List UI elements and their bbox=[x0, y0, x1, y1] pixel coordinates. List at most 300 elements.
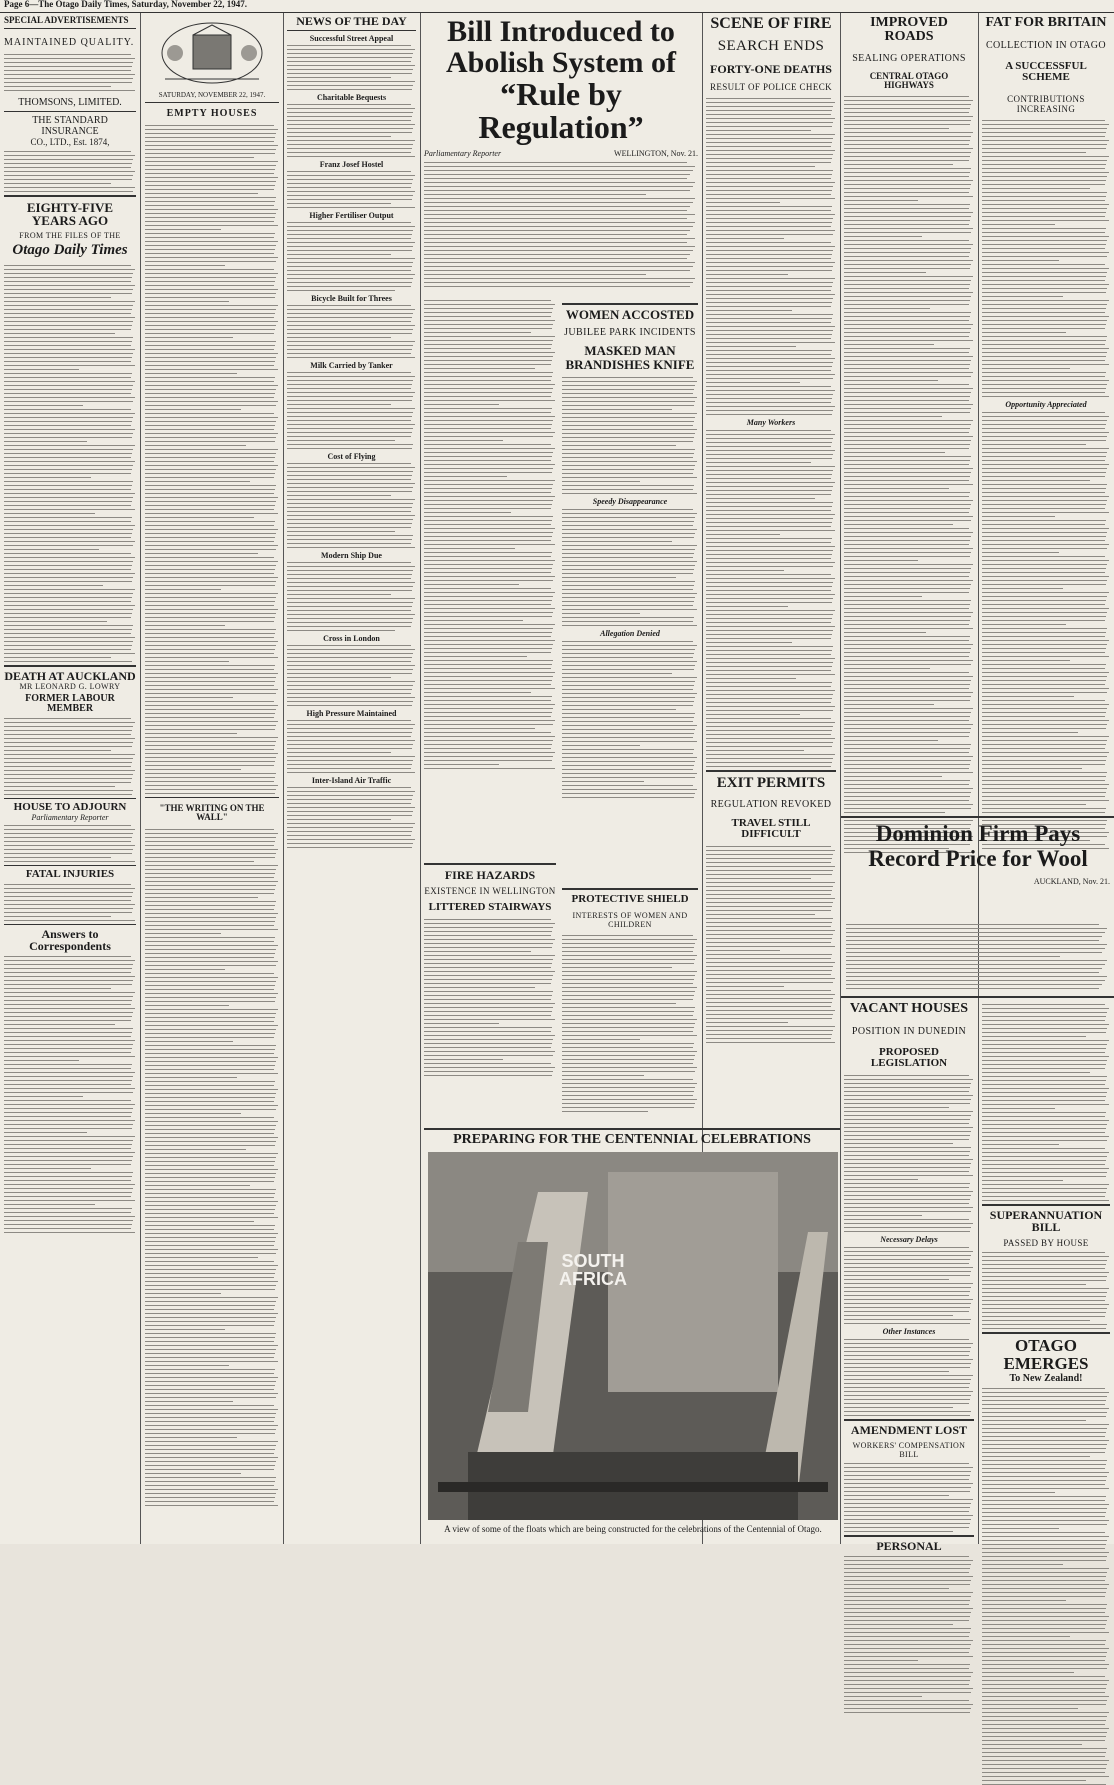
body-text-line bbox=[982, 144, 1107, 145]
body-text-line bbox=[706, 254, 832, 255]
body-text-line bbox=[424, 700, 551, 701]
body-text-line bbox=[562, 1107, 694, 1108]
body-text-line bbox=[844, 1632, 970, 1633]
body-text-line bbox=[4, 457, 131, 458]
body-text-line bbox=[4, 553, 131, 554]
body-text-line bbox=[145, 581, 276, 582]
fire-hazards-sub-2: LITTERED STAIRWAYS bbox=[428, 901, 552, 914]
body-text-line bbox=[562, 429, 697, 430]
body-text-line bbox=[424, 416, 555, 417]
body-text-line bbox=[706, 370, 831, 371]
body-text-line bbox=[424, 460, 551, 461]
body-text-line bbox=[145, 1269, 276, 1270]
column-8 bbox=[982, 13, 1110, 818]
body-text-line bbox=[145, 897, 258, 898]
body-text-line bbox=[982, 1172, 1107, 1173]
body-text-line bbox=[424, 656, 527, 657]
body-text-line bbox=[844, 620, 970, 621]
body-text-line bbox=[145, 1309, 274, 1310]
body-text-line bbox=[424, 1035, 555, 1036]
body-text-line bbox=[287, 136, 391, 137]
body-text-line bbox=[287, 238, 411, 239]
body-text-line bbox=[844, 592, 969, 593]
body-text-line bbox=[287, 681, 415, 682]
body-text-line bbox=[844, 1155, 969, 1156]
body-text-line bbox=[287, 531, 395, 532]
body-text-line bbox=[562, 1067, 697, 1068]
body-text-line bbox=[4, 297, 111, 298]
paper-name: Otago Daily Times bbox=[12, 241, 128, 258]
body-text-line bbox=[145, 1261, 274, 1262]
body-text-line bbox=[424, 987, 535, 988]
body-text-line bbox=[562, 1103, 695, 1104]
body-text-line bbox=[844, 1179, 918, 1180]
body-text-line bbox=[145, 929, 278, 930]
body-text-line bbox=[982, 652, 1105, 653]
body-text-line bbox=[145, 1029, 276, 1030]
body-text-line bbox=[4, 1196, 131, 1197]
body-text-line bbox=[145, 265, 225, 266]
body-text-line bbox=[287, 278, 413, 279]
collection-otago: COLLECTION IN OTAGO bbox=[985, 40, 1107, 52]
body-text-line bbox=[145, 285, 274, 286]
body-text-line bbox=[844, 532, 973, 533]
body-text-line bbox=[844, 1592, 973, 1593]
body-text-line bbox=[4, 581, 132, 582]
body-text-line bbox=[844, 220, 970, 221]
body-text-line bbox=[145, 993, 278, 994]
body-text-line bbox=[4, 1012, 133, 1013]
body-text-line bbox=[982, 1160, 1106, 1161]
body-text-line bbox=[4, 1116, 131, 1117]
body-text-line bbox=[424, 971, 555, 972]
body-text-line bbox=[145, 621, 274, 622]
body-text-line bbox=[982, 1080, 1106, 1081]
body-text-line bbox=[844, 1311, 969, 1312]
body-text-line bbox=[844, 1175, 973, 1176]
body-text-line bbox=[846, 980, 1105, 981]
body-text-line bbox=[424, 576, 555, 577]
body-text-line bbox=[844, 488, 949, 489]
body-text-line bbox=[982, 332, 1066, 333]
body-text-line bbox=[4, 1188, 133, 1189]
body-text-line bbox=[562, 951, 693, 952]
body-text-line bbox=[706, 522, 832, 523]
body-text-line bbox=[844, 1684, 969, 1685]
body-text-line bbox=[982, 1428, 1107, 1429]
body-text-line bbox=[844, 316, 970, 317]
body-text-line bbox=[706, 766, 831, 767]
body-text-line bbox=[424, 1071, 553, 1072]
body-text-line bbox=[145, 1121, 278, 1122]
body-text-line bbox=[4, 892, 133, 893]
body-text-line bbox=[424, 278, 695, 279]
body-text-line bbox=[982, 668, 1105, 669]
body-text-line bbox=[424, 768, 555, 769]
body-text-line bbox=[4, 1136, 135, 1137]
body-text-line bbox=[145, 1221, 254, 1222]
body-text-line bbox=[145, 789, 276, 790]
body-text-line bbox=[706, 114, 831, 115]
body-text-line bbox=[706, 466, 835, 467]
body-text-line bbox=[145, 1353, 275, 1354]
body-text-line bbox=[145, 1145, 275, 1146]
body-text-line bbox=[844, 1495, 949, 1496]
body-text-line bbox=[982, 644, 1107, 645]
women-sub-1: JUBILEE PARK INCIDENTS bbox=[564, 327, 696, 339]
body-text-line bbox=[424, 448, 555, 449]
body-text-line bbox=[844, 1291, 970, 1292]
body-text-line bbox=[982, 1676, 1105, 1677]
body-text-line bbox=[145, 1209, 275, 1210]
body-text-line bbox=[562, 685, 694, 686]
body-text-line bbox=[424, 632, 552, 633]
body-text-line bbox=[706, 698, 832, 699]
body-text-line bbox=[844, 780, 970, 781]
body-text-line bbox=[424, 1019, 555, 1020]
body-text-line bbox=[145, 225, 278, 226]
body-text-line bbox=[4, 1180, 131, 1181]
body-text-line bbox=[982, 196, 1106, 197]
wool-headline-2: Record Price for Wool bbox=[868, 846, 1088, 872]
body-text-line bbox=[4, 649, 131, 650]
body-text-line bbox=[4, 726, 133, 727]
body-text-line bbox=[844, 1183, 970, 1184]
body-text-line bbox=[424, 344, 552, 345]
body-text-line bbox=[145, 1217, 278, 1218]
body-text-line bbox=[844, 376, 971, 377]
body-text-line bbox=[562, 733, 694, 734]
body-text-line bbox=[424, 524, 551, 525]
body-text-line bbox=[982, 1628, 1105, 1629]
body-text-line bbox=[562, 581, 695, 582]
body-text-line bbox=[145, 989, 274, 990]
body-text-line bbox=[145, 193, 258, 194]
body-text-line bbox=[145, 753, 278, 754]
body-text-line bbox=[982, 1476, 1107, 1477]
body-text-line bbox=[424, 190, 690, 191]
body-text-line bbox=[982, 1532, 1105, 1533]
body-text-line bbox=[424, 744, 552, 745]
body-text-line bbox=[982, 440, 1106, 441]
body-text-line bbox=[562, 449, 695, 450]
body-text-line bbox=[982, 268, 1109, 269]
body-text-line bbox=[424, 540, 551, 541]
body-text-line bbox=[844, 352, 969, 353]
edition-date: SATURDAY, NOVEMBER 22, 1947. bbox=[158, 91, 266, 99]
body-text-line bbox=[4, 837, 132, 838]
body-text-line bbox=[982, 472, 1106, 473]
body-text-line bbox=[844, 668, 930, 669]
body-text-line bbox=[982, 716, 1105, 717]
body-text-line bbox=[145, 657, 278, 658]
body-text-line bbox=[844, 268, 970, 269]
body-text-line bbox=[145, 533, 276, 534]
body-text-line bbox=[844, 676, 973, 677]
column-rule bbox=[840, 13, 841, 1544]
body-text-line bbox=[844, 1367, 970, 1368]
body-text-line bbox=[982, 476, 1105, 477]
body-text-line bbox=[287, 661, 411, 662]
body-text-line bbox=[982, 1688, 1106, 1689]
body-text-line bbox=[844, 1467, 973, 1468]
fire-hazards-sub-1: EXISTENCE IN WELLINGTON bbox=[424, 886, 556, 897]
body-text-line bbox=[4, 912, 132, 913]
body-text-line bbox=[145, 1385, 275, 1386]
otago-emerges-heading: OTAGO EMERGES bbox=[1003, 1336, 1089, 1373]
body-text-line bbox=[844, 364, 970, 365]
body-text-line bbox=[4, 155, 135, 156]
body-text-line bbox=[562, 517, 695, 518]
body-text-line bbox=[982, 372, 1106, 373]
body-text-line bbox=[982, 428, 1105, 429]
body-text-line bbox=[145, 921, 275, 922]
body-text-line bbox=[4, 884, 131, 885]
body-text-line bbox=[4, 485, 132, 486]
body-text-line bbox=[4, 425, 131, 426]
body-text-line bbox=[982, 1664, 1109, 1665]
body-text-line bbox=[424, 174, 690, 175]
body-text-line bbox=[706, 938, 832, 939]
body-text-line bbox=[982, 1760, 1109, 1761]
body-text-line bbox=[562, 425, 693, 426]
body-text-line bbox=[844, 1207, 973, 1208]
body-text-line bbox=[145, 261, 276, 262]
body-text-line bbox=[4, 845, 135, 846]
body-text-line bbox=[145, 273, 278, 274]
body-text-line bbox=[982, 152, 1086, 153]
body-text-line bbox=[844, 368, 969, 369]
body-text-line bbox=[287, 645, 411, 646]
body-text-line bbox=[424, 712, 552, 713]
body-text-line bbox=[982, 1668, 1107, 1669]
body-text-line bbox=[287, 262, 413, 263]
body-text-line bbox=[424, 444, 551, 445]
body-text-line bbox=[287, 787, 411, 788]
body-text-line bbox=[145, 1321, 275, 1322]
body-text-line bbox=[846, 968, 1102, 969]
body-text-line bbox=[844, 424, 971, 425]
body-text-line bbox=[4, 605, 135, 606]
body-text-line bbox=[982, 1780, 1086, 1781]
body-text-line bbox=[982, 180, 1106, 181]
body-text-line bbox=[706, 286, 832, 287]
body-text-line bbox=[424, 552, 552, 553]
body-text-line bbox=[982, 632, 1106, 633]
body-text-line bbox=[4, 1208, 132, 1209]
body-text-line bbox=[145, 1333, 276, 1334]
body-text-line bbox=[145, 485, 276, 486]
body-text-line bbox=[424, 1027, 552, 1028]
body-text-line bbox=[4, 621, 107, 622]
body-text-line bbox=[424, 304, 555, 305]
body-text-line bbox=[145, 401, 278, 402]
body-text-line bbox=[844, 432, 969, 433]
body-text-line bbox=[844, 392, 971, 393]
body-text-line bbox=[982, 800, 1109, 801]
body-text-line bbox=[982, 692, 1107, 693]
body-text-line bbox=[4, 825, 131, 826]
body-text-line bbox=[844, 1700, 969, 1701]
body-text-line bbox=[844, 160, 969, 161]
body-text-line bbox=[844, 312, 971, 313]
body-text-line bbox=[844, 616, 971, 617]
body-text-line bbox=[982, 1408, 1109, 1409]
body-text-line bbox=[4, 86, 111, 87]
body-text-line bbox=[4, 734, 131, 735]
body-text-line bbox=[145, 257, 278, 258]
body-text-line bbox=[982, 1764, 1107, 1765]
body-text-line bbox=[562, 657, 693, 658]
body-text-line bbox=[706, 270, 832, 271]
body-text-line bbox=[982, 1136, 1109, 1137]
body-text-line bbox=[424, 935, 551, 936]
body-text-line bbox=[844, 720, 969, 721]
body-text-line bbox=[4, 853, 132, 854]
body-text-line bbox=[982, 492, 1105, 493]
body-text-line bbox=[844, 1584, 970, 1585]
body-text-line bbox=[562, 533, 695, 534]
body-text-line bbox=[982, 1576, 1106, 1577]
body-text-line bbox=[424, 943, 553, 944]
body-text-line bbox=[4, 545, 133, 546]
body-text-line bbox=[562, 493, 697, 494]
body-text-line bbox=[562, 967, 672, 968]
body-text-line bbox=[982, 188, 1090, 189]
body-text-line bbox=[145, 481, 250, 482]
body-text-line bbox=[287, 179, 413, 180]
body-text-line bbox=[982, 752, 1109, 753]
body-text-line bbox=[982, 192, 1107, 193]
body-text-line bbox=[4, 441, 87, 442]
body-text-line bbox=[145, 1425, 278, 1426]
body-text-line bbox=[706, 538, 832, 539]
centennial-header bbox=[424, 1128, 840, 1150]
body-text-line bbox=[145, 237, 274, 238]
body-text-line bbox=[846, 984, 1102, 985]
body-text-line bbox=[4, 1200, 135, 1201]
body-text-line bbox=[706, 730, 832, 731]
body-text-line bbox=[982, 640, 1109, 641]
body-text-line bbox=[982, 588, 1063, 589]
body-text-line bbox=[4, 517, 132, 518]
body-text-line bbox=[4, 305, 133, 306]
body-text-line bbox=[145, 1357, 274, 1358]
body-text-line bbox=[844, 1407, 953, 1408]
body-text-line bbox=[4, 1104, 135, 1105]
body-text-line bbox=[844, 228, 973, 229]
body-text-line bbox=[844, 1255, 971, 1256]
body-text-line bbox=[145, 129, 278, 130]
body-text-line bbox=[844, 1195, 971, 1196]
wool-dateline: AUCKLAND, Nov. 21. bbox=[1033, 876, 1110, 886]
body-text-line bbox=[844, 1668, 969, 1669]
body-text-line bbox=[982, 1280, 1106, 1281]
body-text-line bbox=[706, 506, 832, 507]
body-text-line bbox=[145, 745, 275, 746]
body-text-line bbox=[844, 1411, 971, 1412]
body-text-line bbox=[145, 637, 274, 638]
body-text-line bbox=[982, 184, 1105, 185]
body-text-line bbox=[982, 636, 1105, 637]
body-text-line bbox=[4, 1152, 135, 1153]
body-text-line bbox=[145, 1289, 275, 1290]
body-text-line bbox=[287, 479, 411, 480]
body-text-line bbox=[844, 108, 970, 109]
body-text-line bbox=[4, 1064, 132, 1065]
body-text-line bbox=[4, 401, 133, 402]
body-text-line bbox=[982, 1468, 1105, 1469]
body-text-line bbox=[982, 1016, 1106, 1017]
body-text-line bbox=[424, 684, 551, 685]
column-rule bbox=[978, 13, 979, 1544]
body-text-line bbox=[4, 984, 132, 985]
body-text-line bbox=[145, 1493, 276, 1494]
body-text-line bbox=[424, 736, 555, 737]
body-text-line bbox=[982, 496, 1109, 497]
body-text-line bbox=[982, 1308, 1107, 1309]
body-text-line bbox=[424, 600, 552, 601]
body-text-line bbox=[706, 862, 831, 863]
body-text-line bbox=[287, 85, 413, 86]
body-text-line bbox=[562, 1075, 644, 1076]
body-text-line bbox=[145, 277, 276, 278]
body-text-line bbox=[844, 1415, 970, 1416]
body-text-line bbox=[982, 796, 1105, 797]
body-text-line bbox=[145, 321, 278, 322]
body-text-line bbox=[982, 1052, 1105, 1053]
body-text-line bbox=[145, 669, 274, 670]
body-text-line bbox=[844, 468, 973, 469]
body-text-line bbox=[982, 1084, 1105, 1085]
body-text-line bbox=[145, 1133, 274, 1134]
body-text-line bbox=[4, 293, 132, 294]
body-text-line bbox=[982, 284, 1109, 285]
body-text-line bbox=[287, 191, 415, 192]
body-text-line bbox=[145, 1185, 250, 1186]
body-text-line bbox=[562, 1055, 695, 1056]
body-text-line bbox=[562, 725, 697, 726]
body-text-line bbox=[706, 962, 835, 963]
body-text-line bbox=[844, 764, 970, 765]
body-text-line bbox=[145, 1113, 241, 1114]
body-text-line bbox=[844, 1395, 971, 1396]
body-text-line bbox=[145, 957, 274, 958]
body-text-line bbox=[4, 577, 133, 578]
body-text-line bbox=[562, 625, 697, 626]
body-text-line bbox=[4, 1172, 133, 1173]
body-text-line bbox=[4, 1072, 135, 1073]
body-text-line bbox=[982, 420, 1107, 421]
body-text-line bbox=[424, 1011, 552, 1012]
body-text-line bbox=[424, 999, 551, 1000]
body-text-line bbox=[844, 1227, 971, 1228]
body-text-line bbox=[706, 982, 833, 983]
body-text-line bbox=[287, 104, 411, 105]
body-text-line bbox=[145, 1341, 274, 1342]
body-text-line bbox=[706, 362, 833, 363]
body-text-line bbox=[287, 689, 412, 690]
body-text-line bbox=[4, 509, 135, 510]
body-text-line bbox=[287, 286, 411, 287]
body-text-line bbox=[287, 388, 411, 389]
body-text-line bbox=[844, 1596, 971, 1597]
lead-headline-3: “Rule by Regulation” bbox=[478, 76, 644, 145]
body-text-line bbox=[287, 752, 391, 753]
correspondents-heading: Correspondents bbox=[29, 938, 111, 953]
exit-permits-heading: EXIT PERMITS bbox=[716, 774, 826, 791]
body-text-line bbox=[982, 556, 1105, 557]
